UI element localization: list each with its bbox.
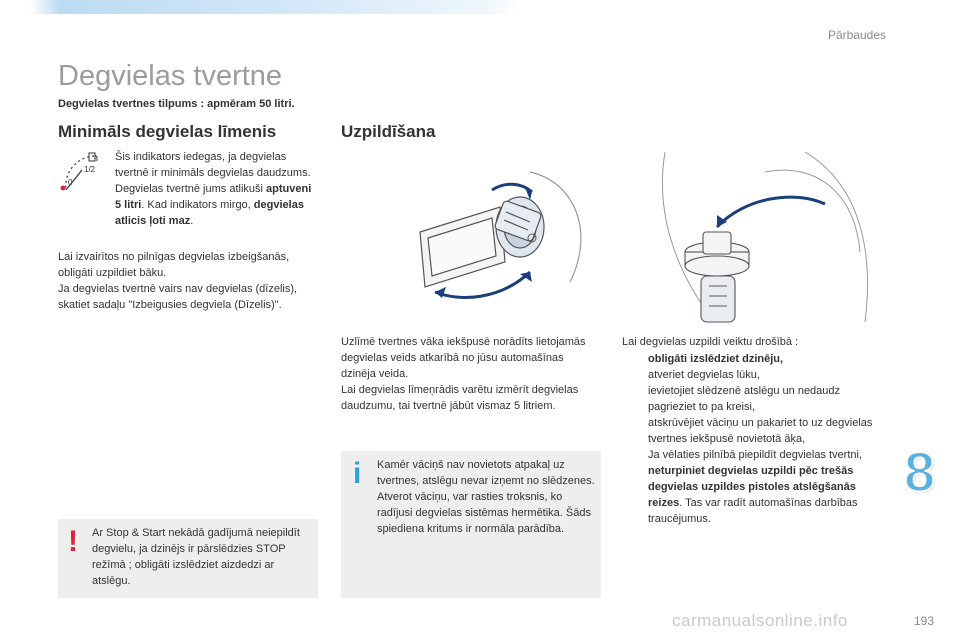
section-label: Pārbaudes bbox=[827, 28, 886, 42]
gauge-half-label: 1/2 bbox=[84, 165, 96, 174]
refuel-steps bbox=[622, 334, 887, 527]
warning-icon: ! bbox=[68, 525, 78, 558]
fuel-cap-illustration bbox=[655, 152, 880, 327]
list-item: obligāti izslēdziet dzinēju, bbox=[648, 353, 784, 365]
list-item: ievietojiet slēdzenē atslēgu un nedaudz pagrieziet to pa kreisi, bbox=[648, 385, 841, 413]
watermark: carmanualsonline.info bbox=[672, 611, 848, 630]
refuel-label-note: Uzlīmē tvertnes vāka iekšpusē norādīts lietojamās degvielas veids atkarībā no jūsu automašīnas dzinēja veida. Lai degvielas līmeņrādis varētu izmērīt degvielas daudzumu, tai tvertnē jābūt vismaz 5 litriem. bbox=[341, 336, 586, 412]
info-icon: i bbox=[353, 457, 362, 490]
fuel-pump-icon bbox=[89, 153, 97, 161]
steps-intro: Lai degvielas uzpildi veiktu drošībā : bbox=[622, 336, 799, 348]
list-item: Ja vēlaties pilnībā piepildīt degvielas tvertni, neturpiniet degvielas uzpildi pēc trešās degvielas uzpildes pistoles atslēgšanās reizes. Tas var radīt automašīnas darbības traucējumus. bbox=[648, 449, 863, 525]
list-item: atskrūvējiet vāciņu un pakariet to uz degvielas tvertnes iekšpusē novietotā āķa, bbox=[648, 417, 873, 445]
tank-capacity: Degvielas tvertnes tilpums : apmēram 50 litri. bbox=[58, 98, 295, 110]
fuel-gauge-icon bbox=[58, 150, 110, 196]
low-fuel-warning-dot bbox=[61, 186, 66, 191]
warning-text: Ar Stop & Start nekādā gadījumā neiepildīt degvielu, ja dzinējs ir pārslēdzies STOP režīmā ; obligāti izslēdziet aizdedzi ar atslēgu. bbox=[92, 527, 300, 587]
min-level-advice: Lai izvairītos no pilnīgas degvielas izbeigšanās, obligāti uzpildiet bāku. Ja degvielas tvertnē vairs nav degvielas (dīzelis), skatiet sadaļu "Izbeigusies degviela (Dīzelis)". bbox=[58, 251, 298, 311]
heading-min-level: Minimāls degvielas līmenis bbox=[58, 122, 277, 141]
page-title: Degvielas tvertne bbox=[58, 60, 283, 92]
min-level-description: Šis indikators iedegas, ja degvielas tvertnē ir minimāls degvielas daudzums. Degvielas tvertnē jums atlikuši aptuveni 5 litri. Kad indikators mirgo, degvielas atlicis ļoti maz. bbox=[115, 151, 312, 227]
top-accent-bar bbox=[0, 0, 960, 14]
heading-refuel: Uzpildīšana bbox=[341, 122, 436, 141]
info-text: Kamēr vāciņš nav novietots atpakaļ uz tvertnes, atslēgu nevar izņemt no slēdzenes. Atverot vāciņu, var rasties troksnis, ko radījusi degvielas sistēmas hermētika. Šāds spiediena kritums ir normāla parādība. bbox=[377, 459, 595, 535]
fuel-flap-illustration bbox=[380, 152, 590, 307]
list-item: atveriet degvielas lūku, bbox=[648, 369, 760, 381]
page-number: 193 bbox=[914, 614, 935, 628]
cap-info-box bbox=[341, 451, 601, 598]
stop-start-warning-box bbox=[58, 519, 318, 598]
gauge-empty-label: 0 bbox=[68, 178, 73, 187]
chapter-number: 8 bbox=[904, 440, 936, 503]
